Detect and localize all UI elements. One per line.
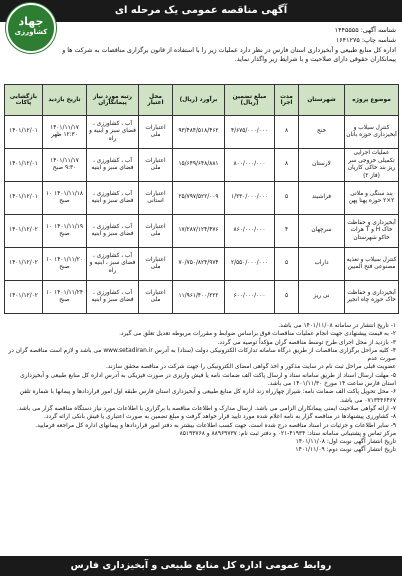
cell-opening: ۱۴۰۱/۱۲/۰۱ bbox=[5, 149, 43, 182]
cell-city: لارستان bbox=[299, 149, 345, 182]
cell-grade: آب ، کشاورزی ، فضای سبز و ابنیه bbox=[87, 215, 139, 248]
note-item: ۷- ارائه گواهی صلاحیت ایمنی پیمانکاران الزامی می باشد. ارسال مدارک و اطلاعات مناقصه با برگزاری با اطلاعات مورد نیاز دستگاه مناقصه گزار می باشد. bbox=[16, 405, 396, 412]
cell-duration: ۴ bbox=[275, 215, 299, 248]
table-row bbox=[5, 149, 399, 182]
cell-duration: ۵ bbox=[275, 182, 299, 215]
header-guarantee: مبلغ تضمین (ریال) bbox=[225, 85, 275, 116]
cell-grade: آب ، کشاورزی ، فضای سبز و ابنیه و راه bbox=[87, 116, 139, 149]
publish-date-first: تاریخ انتشار آگهی نوبت اول: ۱۴۰۱/۱۱/۰۸ bbox=[295, 439, 396, 446]
intro-line2: پیمانکاران حقوقی دارای صلاحیت و با شرایط زیر واگذار نماید. bbox=[234, 56, 396, 64]
ad-title-banner: آگهی مناقصه عمومی یک مرحله ای bbox=[0, 0, 402, 22]
note-item: ۲- به قیمت پیشنهادی جهت انجام عملیات مناقصات فوق براساس ضوابط و مقررات مربوطه تعدیل تعلق می گیرد. bbox=[119, 331, 396, 338]
print-id: شناسه چاپ: ۱۶۴۱۲۷۵ bbox=[335, 35, 396, 44]
cell-city: سرچهان bbox=[299, 215, 345, 248]
header-project: موضوع پروژه bbox=[345, 85, 399, 116]
cell-duration: ۸ bbox=[275, 116, 299, 149]
note-item: ۸- کشاورزی پیشنهادها در مناقصه گزار به نامه اعلام شده مورد تایید قرار خواهد گرفت و مبلغ تضمین به صورت اعتباری یا فیش بانکی ارائه گردد. bbox=[43, 414, 396, 421]
cell-visit-date: ۱۴۰۱/۱۱/۱۸ ۱۰ صبح bbox=[43, 182, 87, 215]
cell-grade: آب ، کشاورزی ، فضای سبز ، ابنیه و راه bbox=[87, 248, 139, 281]
public-relations-footer: روابط عمومی اداره کل منابع طبیعی و آبخیزداری فارس bbox=[0, 556, 402, 576]
cell-duration: ۵ bbox=[275, 248, 299, 281]
cell-guarantee: ۶۰۰/۰۰۰/۰۰۰ bbox=[225, 281, 275, 314]
cell-guarantee: ۲/۵۵۰/۰۰۰/۰۰۰ bbox=[225, 248, 275, 281]
cell-project: عملیات اجرایی تکمیلی خروجی سر ریز بند خاکی کاریان (فاز ۲) bbox=[345, 149, 399, 182]
cell-estimate: ۹۳/۴۸۴/۵۱۸/۴۶۲ bbox=[173, 116, 225, 149]
tender-table bbox=[4, 84, 399, 314]
cell-estimate: ۱۱/۹۶۱/۴۰۰/۲۲۲ bbox=[173, 281, 225, 314]
cell-guarantee: ۸۰۰/۰۰۰/۰۰۰ bbox=[225, 149, 275, 182]
note-item: ۹- سایر اطلاعات و جزئیات در اسناد مناقصه درج شده است. جهت کسب اطلاعات بیشتر به دفتر امور قراردادها و پیمانهای اداره کل مراجعه فرمایید. bbox=[35, 422, 396, 429]
header-opening: بازگشایی پاکات bbox=[5, 85, 43, 116]
cell-project: کنترل سیلاب و آبخیزداری حوزه بانان bbox=[345, 116, 399, 149]
cell-credit: اعتبارات ملی bbox=[139, 248, 173, 281]
cell-guarantee: ۸۶۰/۰۰۰/۰۰۰ bbox=[225, 215, 275, 248]
cell-city: فراشبند bbox=[299, 182, 345, 215]
cell-opening: ۱۴۰۱/۱۲/۰۱ bbox=[5, 116, 43, 149]
cell-visit-date: ۱۴۰۱/۱۱/۲۴ ۱۰ صبح bbox=[43, 281, 87, 314]
cell-opening: ۱۴۰۱/۱۲/۰۲ bbox=[5, 248, 43, 281]
table-row bbox=[5, 182, 399, 215]
cell-project: کنترل سیلاب و تغذیه مصنوعی فتح المبین bbox=[345, 248, 399, 281]
cell-grade: آب ، کشاورزی ، فضای سبز و ابنیه bbox=[87, 182, 139, 215]
cell-visit-date: ۱۴۰۱/۱۱/۱۹ ۱۰ صبح bbox=[43, 215, 87, 248]
ad-id: شناسه آگهی: ۱۴۴۵۵۵۵ bbox=[334, 26, 396, 34]
table-header-row bbox=[5, 85, 399, 116]
header-credit: محل اعتبار bbox=[139, 85, 173, 116]
cell-duration: ۸ bbox=[275, 149, 299, 182]
cell-guarantee: ۴/۶۷۵/۰۰۰/۰۰۰ bbox=[225, 116, 275, 149]
cell-credit: اعتبارات ملی bbox=[139, 281, 173, 314]
cell-grade: آب ، کشاورزی ، فضای سبز و ابنیه bbox=[87, 149, 139, 182]
cell-credit: اعتبارات ملی bbox=[139, 215, 173, 248]
cell-credit: اعتبارات استانی bbox=[139, 182, 173, 215]
logo-line2: کشاورزی bbox=[14, 28, 48, 36]
cell-city: نی ریز bbox=[299, 281, 345, 314]
cell-visit-date: ۱۴۰۱/۱۱/۲۰ ۱۰ صبح bbox=[43, 248, 87, 281]
note-item: مرکز تماس و پشتیبانی سامانه ستاد: ۴۱۹۳۴-۰۲۱ و دفتر ثبت نام: ۸۸۹۶۹۷۳۷ و ۸۵۱۹۳۷۶۸ bbox=[179, 430, 396, 437]
cell-credit: اعتبارات ملی bbox=[139, 149, 173, 182]
ad-meta bbox=[156, 26, 396, 45]
note-item: عضویت قبلی مراحل ثبت نام در سایت مذکور و اخذ گواهی امضای الکترونیکی را جهت شرکت در مناقصه محقق سازند. bbox=[106, 364, 396, 371]
intro-text bbox=[56, 46, 396, 64]
cell-estimate: ۱۵/۶۴۹/۶۴۸/۸۸۱ bbox=[173, 149, 225, 182]
cell-guarantee: ۱/۲۳۰/۰۰۰/۰۰۰ bbox=[225, 182, 275, 215]
intro-line1: اداره کل منابع طبیعی و آبخیزداری استان فارس در نظر دارد عملیات زیر را با استفاده از قانون برگزاری مناقصات به شرکت ها و bbox=[62, 47, 396, 54]
note-item: ۴- کلیه مراحل برگزاری مناقصات از طریق درگاه سامانه تدارکات الکترونیکی دولت (ستاد) به آدرس www.setadiran.ir می باشد و لازم است مناقصه گران در صورت عدم bbox=[8, 347, 396, 363]
table-row bbox=[5, 281, 399, 314]
table-row bbox=[5, 248, 399, 281]
cell-credit: اعتبارات ملی bbox=[139, 116, 173, 149]
note-item: ۶- محل تحویل پاکت الف ضمانت نامه: شیراز چهارراه زند اداره کل منابع طبیعی و آبخیزداری استان فارس طبقه اول امور قراردادها و پیمانها با شماره تلفن ۰۷۱۳۴۴۶۴۶۷ می باشد. bbox=[19, 389, 396, 404]
cell-opening: ۱۴۰۱/۱۲/۰۱ bbox=[5, 182, 43, 215]
header-grade: رتبه مورد نیاز پیمانکاران bbox=[87, 85, 139, 116]
cell-opening: ۱۴۰۱/۱۲/۰۲ bbox=[5, 215, 43, 248]
cell-duration: ۵ bbox=[275, 281, 299, 314]
header-duration: مدت اجرا bbox=[275, 85, 299, 116]
table-row bbox=[5, 215, 399, 248]
cell-grade: آب ، کشاورزی ، فضای سبز و ابنیه bbox=[87, 281, 139, 314]
cell-visit-date: ۱۴۰۱/۱۱/۱۷ ۱۲:۳۰ ظهر bbox=[43, 116, 87, 149]
header-city: شهرستان bbox=[299, 85, 345, 116]
note-item: ۳- بازدید از محل اجرای طرح توسط مناقصه گران مؤکداً توصیه می گردد. bbox=[217, 339, 396, 346]
header-visit-date: تاریخ بازدید bbox=[43, 85, 87, 116]
cell-city: داراب bbox=[299, 248, 345, 281]
cell-city: خنج bbox=[299, 116, 345, 149]
cell-opening: ۱۴۰۱/۱۲/۰۲ bbox=[5, 281, 43, 314]
cell-estimate: ۲۵/۷۹۷/۵۲۲/۰۰۹ bbox=[173, 182, 225, 215]
note-item: ۵- مهلت ارسال اسناد از طریق سامانه ستاد و ارسال پاکت الف ضمانت نامه یا فیش واریزی در صورت فیزیکی به آدرس اداره کل منابع طبیعی و آبخیزداری استان فارس ساعت ۱۴ مورخ ۱۴۰۱/۱۱/۳۰ می باشد. bbox=[20, 372, 396, 388]
table-row bbox=[5, 116, 399, 149]
cell-visit-date: ۱۴۰۱/۱۱/۱۷ ۹:۳۰ صبح bbox=[43, 149, 87, 182]
cell-estimate: ۱۷/۲۸۷/۱۲۴/۴۷۶ bbox=[173, 215, 225, 248]
conditions-notes bbox=[6, 322, 396, 455]
cell-project: آبخیزداری و حفاظت خاک H و T هرات خاکو شهرستان bbox=[345, 215, 399, 248]
cell-project: آبخیزداری و حفاظت خاک حوزه چاه انجیر bbox=[345, 281, 399, 314]
publish-date-second: تاریخ انتشار آگهی نوبت دوم: ۱۴۰۱/۱۱/۰۹ bbox=[295, 447, 396, 454]
logo-line1: جهاد bbox=[18, 15, 44, 28]
cell-estimate: ۷۰/۷۵۰/۸۲۴/۹۷۴ bbox=[173, 248, 225, 281]
cell-project: بند سنگی و ملاتی ۲×۲ حوزه پهنا پهن bbox=[345, 182, 399, 215]
jahad-keshavarzi-logo bbox=[6, 3, 56, 53]
header-estimate: برآورد (ریال) bbox=[173, 85, 225, 116]
note-item: ۱- تاریخ انتشار در سامانه ۱۴۰۱/۱۱/۰۸ می باشد. bbox=[278, 323, 396, 329]
